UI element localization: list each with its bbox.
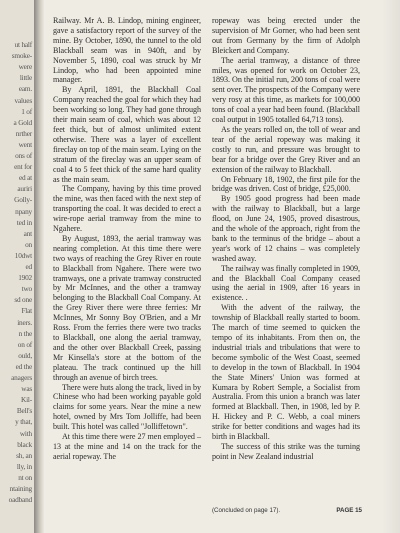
facing-page-text-fragment: ould, bbox=[18, 350, 32, 360]
facing-page-text-fragment: auriri bbox=[17, 184, 32, 194]
facing-page-text-fragment: was bbox=[21, 384, 32, 394]
book-gutter bbox=[34, 0, 44, 533]
facing-page-text-fragment: ut half bbox=[14, 40, 32, 49]
facing-page-text-fragment: values bbox=[14, 95, 32, 105]
paragraph: As the years rolled on, the toll of wear and tear of the aerial ropeway was making it costly to run, and pressure was brought to bear for a bridge over the Grey River and an extension of the railway to Blackball. bbox=[212, 124, 360, 174]
paragraph: ropeway was being erected under the supervision of Mr Gorner, who had been sent out from Germany by the firm of Adolph Bleickert and Company. bbox=[212, 16, 360, 55]
facing-page-text-fragment: eam. bbox=[18, 84, 32, 94]
paragraph: The railway was finally completed in 1909, and the Blackball Coal Company ceased using the aerial in 1909, after 16 years in existence. . bbox=[212, 263, 360, 303]
facing-page-text-fragment: on bbox=[25, 239, 32, 249]
paragraph: By 1905 good progress had been made with the railway to Blackball, but a large flood, on June 24, 1905, proved disastrous, and the whole of the approach, right from the bank to the terminus of the bridge – about a year's work of 12 chains – was completely washed away. bbox=[212, 194, 360, 263]
facing-page-text-fragment: y that, bbox=[15, 417, 32, 427]
paragraph: The Company, having by this time proved the mine, was then faced with the next step of transporting the coal. It was decided to erect a wire-rope aerial tramway from the mine to Ngahere. bbox=[53, 184, 201, 234]
facing-page-text-fragment: sd one bbox=[14, 295, 32, 305]
facing-page-text-fragment: 1 of bbox=[21, 106, 32, 116]
paragraph: With the advent of the railway, the township of Blackball really started to boom. The march of time seemed to quicken the tempo of its inhabitants. From then on, the industrial trials and tribulations that were to become symbolic of the West Coast, seemed to develop in the town of Blackball. In 1904 the State Miners' Union was formed at Kumara by Robert Semple, a Socialist from Australia. From this union a branch was later formed at Blackball. Then, in 1908, led by P. H. Hickey and P. C. Webb, a coal miners strike for better conditions and wages had its birth in Blackball. bbox=[212, 303, 360, 442]
paragraph: Railway. Mr A. B. Lindop, mining engineer, gave a satisfactory report of the survey of the mine. By October, 1890, the tunnel to the old Blackball seam was in 940ft, and by November 5, 1890, coal was struck by Mr Lindop, who had been appointed mine manager. bbox=[53, 16, 201, 85]
paragraph: There were huts along the track, lived in by Chinese who had been working payable gold claims for some years. Near the mine a new hotel, owned by Mrs Tom Jolliffe, had been built. This hotel was called "Jolliffetown". bbox=[53, 382, 201, 432]
facing-page-text-fragment: 10dwt bbox=[14, 250, 32, 260]
facing-page-text-fragment: npany bbox=[15, 206, 32, 216]
text-column-left bbox=[53, 16, 201, 462]
facing-page-text-fragment: iners. bbox=[17, 317, 32, 327]
facing-page-text-fragment: two bbox=[21, 284, 32, 294]
facing-page-text-fragment: Flat bbox=[21, 306, 32, 316]
facing-page-text-fragment: Bell's bbox=[16, 406, 32, 416]
facing-page-text-fragment: ted in bbox=[16, 217, 32, 227]
facing-page-text-fragment: a Gold bbox=[13, 117, 32, 127]
facing-page-text-fragment: ed bbox=[25, 262, 32, 271]
facing-page-text-fragment: ed at bbox=[19, 173, 32, 183]
facing-page-text-fragment: nt on bbox=[18, 472, 32, 482]
paragraph: At this time there were 27 men employed – 13 at the mine and 14 on the track for the aerial ropeway. The bbox=[53, 432, 201, 461]
facing-page-text-fragment: ntaining bbox=[9, 484, 32, 493]
paragraph: By April, 1891, the Blackball Coal Company reached the goal for which they had been working so long. They had gone through their main seam of coal, which was about 12 feet thick, but of almost unlimited extent otherwise. There was a layer of excellent fireclay on top of the main seam. Lying on the stratum of the fireclay was an upper seam of coal 4 to 5 feet thick of the same hard quality as the main seam. bbox=[53, 85, 201, 184]
facing-page-text-fragment: were bbox=[18, 62, 32, 72]
facing-page-text-fragment: with bbox=[19, 428, 32, 438]
facing-page-text-fragment: went bbox=[18, 139, 32, 149]
paragraph: The aerial tramway, a distance of three miles, was opened for work on October 23, 1893. On the initial run, 200 tons of coal were sent over. The prospects of the Company were very rosy at this time, as markets for 100,000 tons of coal a year had been found. (Blackball coal output in 1905 totalled 64,713 tons). bbox=[212, 55, 360, 125]
paragraph: On February 18, 1902, the first pile for the bridge was driven. Cost of bridge, £25,000. bbox=[212, 174, 360, 194]
facing-page-text-fragment: anagers bbox=[11, 373, 32, 382]
facing-page-text-fragment: smoke- bbox=[11, 51, 32, 61]
facing-page-text-fragment: ent for bbox=[14, 162, 32, 172]
facing-page-text-fragment: black bbox=[17, 439, 32, 449]
facing-page-text-fragment: ons of bbox=[15, 151, 32, 160]
continued-note: (Concluded on page 17). bbox=[212, 507, 281, 514]
facing-page-text-fragment: sh, an bbox=[16, 450, 32, 460]
page-footer bbox=[212, 507, 362, 514]
facing-page-text-fragment: oadband bbox=[8, 495, 32, 505]
facing-page-edge bbox=[0, 0, 35, 533]
facing-page-text-fragment: 1902 bbox=[18, 273, 32, 283]
facing-page-text-fragment: ant bbox=[23, 228, 32, 238]
book-page bbox=[44, 0, 400, 533]
page-number: PAGE 15 bbox=[336, 507, 362, 514]
facing-page-text-fragment: Kil- bbox=[21, 395, 32, 405]
page-shadow bbox=[382, 0, 400, 533]
facing-page-text-fragment: ed the bbox=[15, 361, 32, 371]
facing-page-text-fragment: Golly- bbox=[14, 195, 32, 205]
text-column-right bbox=[212, 16, 360, 462]
facing-page-text-fragment: on of bbox=[17, 339, 32, 349]
paragraph: The success of this strike was the turning point in New Zealand industrial bbox=[212, 441, 360, 461]
paragraph: By August, 1893, the aerial tramway was nearing completion. At this time there were two ways of reaching the Grey River en route to Blackball from Ngahere. There were two tramways, one a private tramway constructed by Mr McInnes, and the other a tramway belonging to the Blackball Coal Company. At the Grey River there were three ferries: Mr McInnes, Mr Sonny Boy O'Brien, and a Mr Ross. From the ferries there were two tracks to Blackball, one along the aerial tramway, and the other over Blackball Creek, passing Mr Kinsella's store at the bottom of the plateau. The track continued up the hill through an avenue of birch trees. bbox=[53, 233, 201, 382]
facing-page-text-fragment: nrther bbox=[15, 128, 32, 138]
facing-page-text-fragment: lly, in bbox=[16, 461, 32, 471]
facing-page-text-fragment: little bbox=[19, 73, 32, 83]
facing-page-text-fragment: n the bbox=[18, 328, 32, 338]
